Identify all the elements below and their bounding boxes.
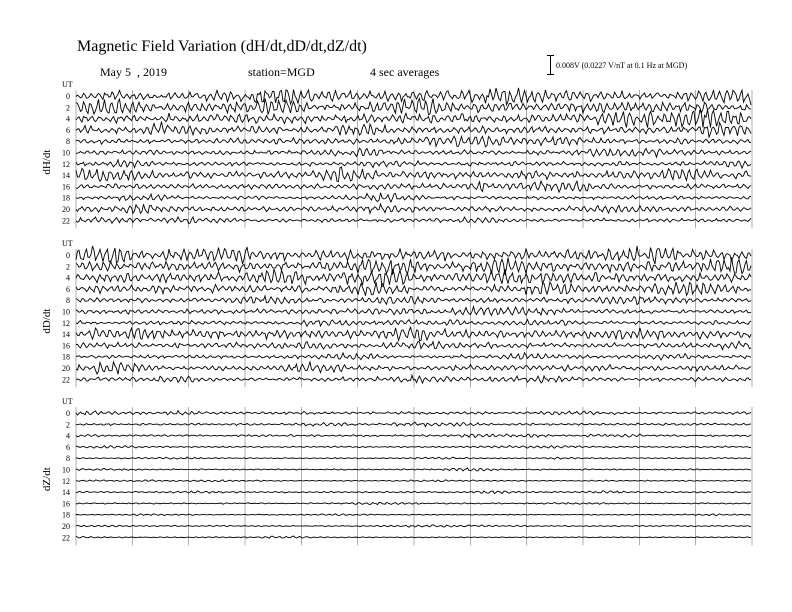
date-label: May 5 , 2019 xyxy=(100,65,167,79)
row-label: 2 xyxy=(66,420,70,430)
trace-line xyxy=(76,269,751,287)
trace-line xyxy=(76,353,751,360)
row-label: 22 xyxy=(62,375,70,385)
trace-line xyxy=(76,480,751,482)
row-label: 4 xyxy=(66,114,70,124)
row-label: 0 xyxy=(66,251,70,260)
row-label: 6 xyxy=(66,125,70,135)
trace-line xyxy=(76,204,751,214)
trace-line xyxy=(76,167,751,182)
row-label: 8 xyxy=(66,454,70,464)
row-label: 12 xyxy=(62,476,70,486)
row-label: 18 xyxy=(62,193,70,203)
row-label: 8 xyxy=(66,137,70,147)
trace-line xyxy=(76,457,751,459)
station-label: station=MGD xyxy=(248,65,315,79)
trace-line xyxy=(76,446,751,449)
trace-line xyxy=(76,88,751,105)
row-label: 10 xyxy=(62,148,70,158)
trace-line xyxy=(76,110,751,128)
row-label: 0 xyxy=(66,92,70,101)
trace-line xyxy=(76,422,751,426)
trace-line xyxy=(76,491,751,494)
row-label: 22 xyxy=(62,533,70,543)
trace-line xyxy=(76,181,751,192)
row-label: 16 xyxy=(62,182,70,192)
trace-line xyxy=(76,193,751,202)
row-label: 8 xyxy=(66,296,70,306)
row-label: 16 xyxy=(62,499,70,509)
trace-line xyxy=(76,307,751,316)
trace-line xyxy=(76,320,751,327)
row-label: 10 xyxy=(62,465,70,475)
panel-label: dZ/dt xyxy=(41,467,53,492)
trace-line xyxy=(76,136,751,146)
row-label: 20 xyxy=(62,364,70,373)
row-label: 16 xyxy=(62,341,70,351)
trace-line xyxy=(76,217,751,223)
ut-label: UT xyxy=(62,397,73,406)
panel-label: dD/dt xyxy=(41,308,53,334)
trace-line xyxy=(76,341,751,349)
trace-line xyxy=(76,257,751,275)
panel-label: dH/dt xyxy=(41,149,53,175)
trace-line xyxy=(76,362,751,374)
row-label: 2 xyxy=(66,262,70,272)
trace-line xyxy=(76,411,751,415)
ut-label: UT xyxy=(62,239,73,248)
row-label: 12 xyxy=(62,159,70,169)
row-label: 20 xyxy=(62,522,70,531)
trace-line xyxy=(76,327,751,340)
row-label: 22 xyxy=(62,216,70,226)
trace-line xyxy=(76,502,751,504)
chart-title: Magnetic Field Variation (dH/dt,dD/dt,dZ/dt) xyxy=(77,38,367,55)
row-label: 20 xyxy=(62,205,70,214)
trace-line xyxy=(76,160,751,168)
trace-line xyxy=(76,246,751,264)
row-label: 18 xyxy=(62,352,70,362)
trace-line xyxy=(76,148,751,157)
row-label: 10 xyxy=(62,307,70,317)
row-label: 6 xyxy=(66,442,70,452)
averaging-label: 4 sec averages xyxy=(370,65,440,79)
ut-label: UT xyxy=(62,80,73,89)
trace-line xyxy=(76,434,751,437)
row-label: 14 xyxy=(62,488,70,498)
row-label: 14 xyxy=(62,171,70,181)
trace-line xyxy=(76,122,751,138)
row-label: 12 xyxy=(62,318,70,328)
row-label: 14 xyxy=(62,330,70,340)
row-label: 2 xyxy=(66,103,70,113)
scale-label: 0.008V (0.0227 V/nT at 0.1 Hz at MGD) xyxy=(556,61,688,70)
trace-line xyxy=(76,296,751,305)
row-label: 4 xyxy=(66,431,70,441)
trace-line xyxy=(76,525,751,527)
trace-line xyxy=(76,375,751,383)
row-label: 4 xyxy=(66,273,70,283)
row-label: 0 xyxy=(66,409,70,418)
trace-line xyxy=(76,514,751,516)
trace-line xyxy=(76,468,751,471)
trace-line xyxy=(76,536,751,538)
row-label: 6 xyxy=(66,284,70,294)
row-label: 18 xyxy=(62,510,70,520)
trace-line xyxy=(76,282,751,296)
